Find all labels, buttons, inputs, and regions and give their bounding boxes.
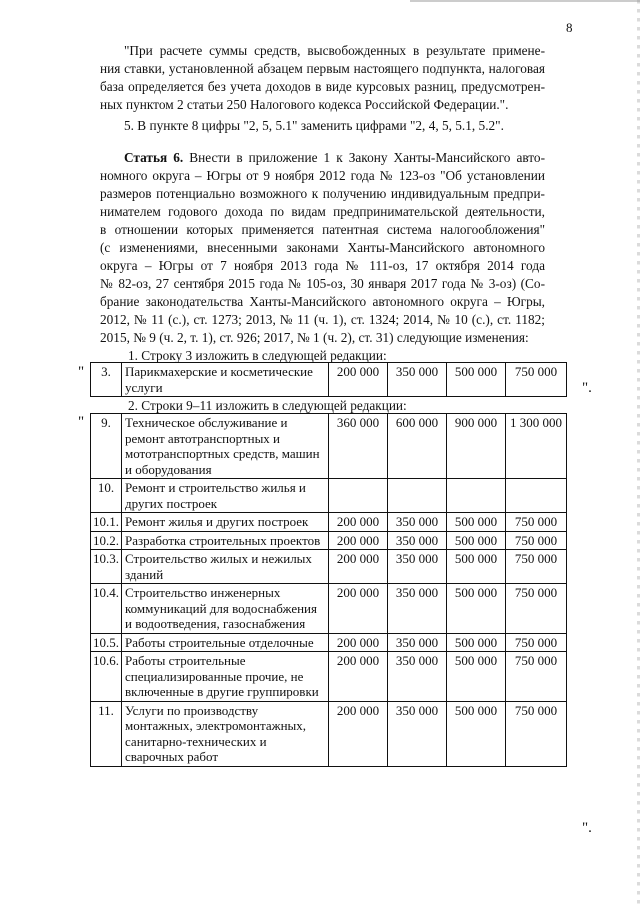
table-row [91, 584, 567, 634]
value-cell: 750 000 [506, 633, 567, 652]
table-row-3 [90, 362, 567, 397]
value-cell: 350 000 [388, 363, 447, 397]
value-cell: 350 000 [388, 584, 447, 634]
value-cell: 750 000 [506, 701, 567, 766]
activity-name: Строительство инженерных коммуникаций для водоснабжения и водоотведения, газоснабжения [122, 584, 329, 634]
value-cell: 350 000 [388, 652, 447, 702]
value-cell: 200 000 [329, 701, 388, 766]
value-cell: 350 000 [388, 531, 447, 550]
activity-name: Разработка строительных проектов [122, 531, 329, 550]
activity-name: Ремонт жилья и других построек [122, 513, 329, 532]
text-line: в отношении которых применяется патентная система налогообложения" [100, 222, 545, 237]
row-number: 10.5. [91, 633, 122, 652]
activity-name: Техническое обслуживание и ремонт автотранспортных и мототранспортных средств, машин и оборудования [122, 414, 329, 479]
value-cell: 500 000 [447, 363, 506, 397]
value-cell: 500 000 [447, 531, 506, 550]
value-cell: 750 000 [506, 550, 567, 584]
table-rows-9-11 [90, 413, 567, 767]
value-cell: 200 000 [329, 363, 388, 397]
text-line: брание законодательства Ханты-Мансийского автономного округа – Югры, [100, 294, 545, 309]
article-heading: Статья 6. [124, 150, 184, 165]
value-cell: 500 000 [447, 584, 506, 634]
table-row [91, 479, 567, 513]
article-first-line [100, 149, 545, 167]
value-cell: 500 000 [447, 652, 506, 702]
table-row [91, 633, 567, 652]
activity-name: Работы строительные отделочные [122, 633, 329, 652]
value-cell: 350 000 [388, 633, 447, 652]
table-row [91, 513, 567, 532]
text-line: округа – Югры от 7 ноября 2013 года № 111-оз, 17 октября 2014 года [100, 258, 545, 273]
value-cell: 750 000 [506, 584, 567, 634]
activity-name: Ремонт и строительство жилья и других построек [122, 479, 329, 513]
paragraph-quote [100, 42, 545, 114]
text-line: размеров потенциально возможного к получению индивидуальным предпри- [100, 186, 545, 201]
quote-open: " [78, 414, 85, 430]
paragraph-item-5 [100, 117, 545, 135]
text-line: ных пунктом 2 статьи 250 Налогового кодекса Российской Федерации.". [100, 97, 509, 112]
value-cell: 350 000 [388, 701, 447, 766]
value-cell: 350 000 [388, 550, 447, 584]
value-cell: 350 000 [388, 513, 447, 532]
value-cell: 200 000 [329, 633, 388, 652]
value-cell: 500 000 [447, 513, 506, 532]
activity-name: Работы строительные специализированные прочие, не включенные в другие группировки [122, 652, 329, 702]
text-line: номного округа – Югры от 9 ноября 2012 года № 123-оз "Об установлении [100, 168, 545, 183]
text-line: ния ставки, установленной абзацем первым настоящего подпункта, налоговая [100, 61, 545, 76]
value-cell: 750 000 [506, 531, 567, 550]
text-line: (с изменениями, внесенными законами Ханты-Мансийского автономного [100, 240, 545, 255]
row-number: 9. [91, 414, 122, 479]
value-cell [447, 479, 506, 513]
value-cell: 500 000 [447, 701, 506, 766]
table-row [91, 701, 567, 766]
value-cell: 200 000 [329, 584, 388, 634]
value-cell: 200 000 [329, 652, 388, 702]
page-number: 8 [566, 20, 573, 35]
row-number: 10.1. [91, 513, 122, 532]
value-cell: 750 000 [506, 363, 567, 397]
value-cell [388, 479, 447, 513]
value-cell [329, 479, 388, 513]
value-cell: 900 000 [447, 414, 506, 479]
text-line: 2015, № 9 (ч. 2, т. 1), ст. 926; 2017, № 1 (ч. 2), ст. 31) следующие изменения: [100, 330, 529, 345]
quote-close: ". [582, 380, 592, 396]
text-line: нимателем годового дохода по видам предпринимательской деятельности, [100, 204, 545, 219]
value-cell: 1 300 000 [506, 414, 567, 479]
text-line: 5. В пункте 8 цифры "2, 5, 5.1" заменить цифрами "2, 4, 5, 5.1, 5.2". [124, 118, 504, 133]
quote-close: ". [582, 820, 592, 836]
table-row [91, 652, 567, 702]
text-line: Внести в приложение 1 к Закону Ханты-Мансийского авто- [183, 150, 545, 165]
activity-name: Строительство жилых и нежилых зданий [122, 550, 329, 584]
table-row [91, 363, 567, 397]
value-cell: 500 000 [447, 550, 506, 584]
value-cell [506, 479, 567, 513]
table-row [91, 550, 567, 584]
value-cell: 200 000 [329, 513, 388, 532]
text-line: база определяется без учета доходов в виде курсовых разниц, предусмотрен- [100, 79, 545, 94]
article-6 [100, 149, 545, 347]
value-cell: 360 000 [329, 414, 388, 479]
text-line: "При расчете суммы средств, высвобожденных в результате примене- [124, 43, 545, 58]
caption-row-3: 1. Строку 3 изложить в следующей редакции: [128, 348, 387, 363]
value-cell: 750 000 [506, 513, 567, 532]
scan-edge-line [410, 0, 640, 2]
row-number: 10.3. [91, 550, 122, 584]
row-number: 3. [91, 363, 122, 397]
value-cell: 200 000 [329, 550, 388, 584]
row-number: 11. [91, 701, 122, 766]
value-cell: 200 000 [329, 531, 388, 550]
row-number: 10.2. [91, 531, 122, 550]
row-number: 10. [91, 479, 122, 513]
activity-name: Парикмахерские и косметические услуги [122, 363, 329, 397]
caption-rows-9-11: 2. Строки 9–11 изложить в следующей редакции: [128, 398, 407, 413]
quote-open: " [78, 364, 85, 380]
text-line: 2012, № 11 (с.), ст. 1273; 2013, № 11 (ч. 1), ст. 1324; 2014, № 10 (с.), ст. 1182; [100, 312, 545, 327]
row-number: 10.6. [91, 652, 122, 702]
table-row [91, 531, 567, 550]
value-cell: 500 000 [447, 633, 506, 652]
activity-name: Услуги по производству монтажных, электромонтажных, санитарно-технических и сварочных работ [122, 701, 329, 766]
value-cell: 600 000 [388, 414, 447, 479]
row-number: 10.4. [91, 584, 122, 634]
value-cell: 750 000 [506, 652, 567, 702]
text-line: № 82-оз, 27 сентября 2015 года № 105-оз, 30 января 2017 года № 3-оз) (Со- [100, 276, 545, 291]
table-row [91, 414, 567, 479]
